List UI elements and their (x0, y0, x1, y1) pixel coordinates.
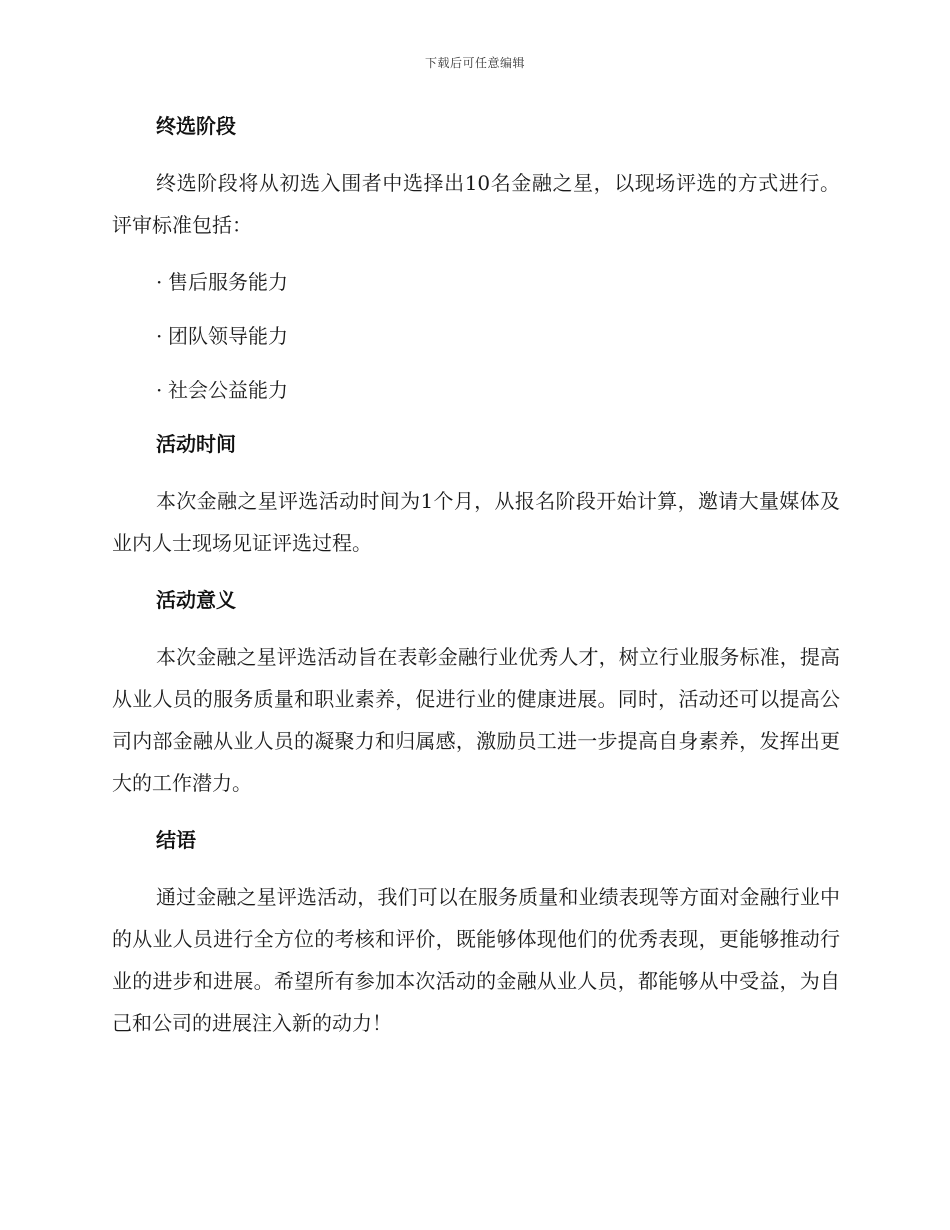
paragraph-significance: 本次金融之星评选活动旨在表彰金融行业优秀人才，树立行业服务标准，提高从业人员的服务质量和职业素养，促进行业的健康进展。同时，活动还可以提高公司内部金融从业人员的凝聚力和归属感，激励员工进一步提高自身素养，发挥出更大的工作潜力。 (112, 645, 840, 795)
section-title-significance: 活动意义 (156, 588, 236, 612)
bullet-item-3 (112, 372, 840, 408)
paragraph-activity-time: 本次金融之星评选活动时间为1个月，从报名阶段开始计算，邀请大量媒体及业内人士现场见证评选过程。 (112, 489, 840, 555)
section-title-activity-time: 活动时间 (156, 432, 236, 456)
bullet-text: 团队领导能力 (168, 324, 288, 348)
section-title-final-stage: 终选阶段 (156, 114, 236, 138)
section-title-conclusion: 结语 (156, 828, 196, 852)
bullet-symbol: · (156, 378, 163, 402)
bullet-item-2 (112, 318, 840, 354)
bullet-item-1 (112, 264, 840, 300)
paragraph-final-stage: 终选阶段将从初选入围者中选择出10名金融之星，以现场评选的方式进行。评审标准包括： (112, 171, 840, 237)
bullet-text: 社会公益能力 (168, 378, 288, 402)
document-body (112, 108, 840, 1052)
bullet-symbol: · (156, 270, 163, 294)
bullet-symbol: · (156, 324, 163, 348)
page-header: 下载后可任意编辑 (424, 56, 525, 70)
bullet-text: 售后服务能力 (168, 270, 288, 294)
paragraph-conclusion: 通过金融之星评选活动，我们可以在服务质量和业绩表现等方面对金融行业中的从业人员进行全方位的考核和评价，既能够体现他们的优秀表现，更能够推动行业的进步和进展。希望所有参加本次活动的金融从业人员，都能够从中受益，为自己和公司的进展注入新的动力！ (112, 885, 840, 1035)
